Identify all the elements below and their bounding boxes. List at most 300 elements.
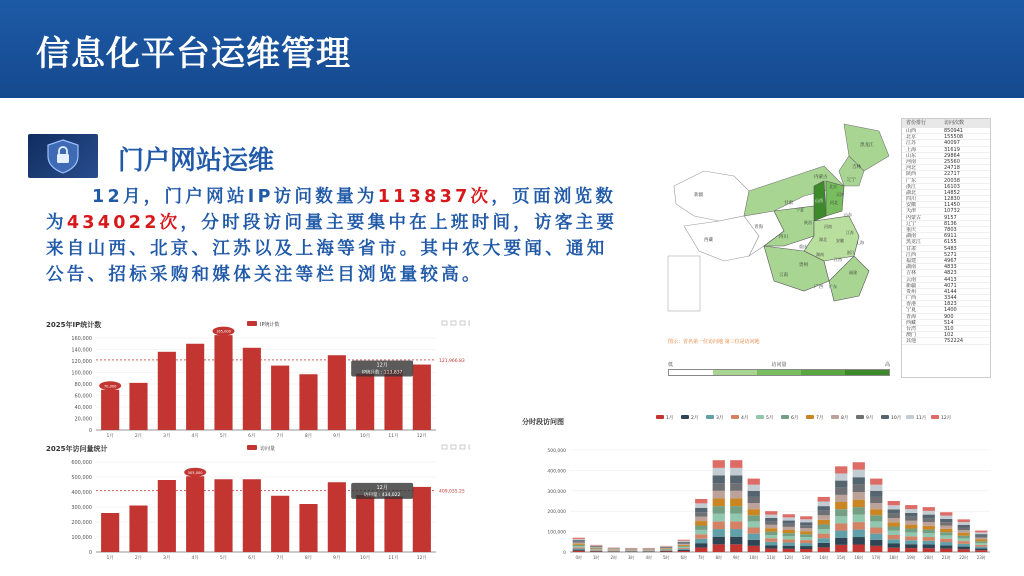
legend-label: IP统计数 (260, 322, 280, 328)
stacked-bar-segment (748, 546, 760, 552)
stacked-bar-segment (765, 542, 777, 545)
hourly-chart (516, 410, 996, 566)
legend-swatch (247, 445, 257, 450)
map-label: 福建 (849, 270, 857, 275)
stacked-bar-segment (853, 545, 865, 552)
table-cell-province: 陕西 (906, 171, 917, 177)
x-tick-label: 21时 (941, 555, 951, 560)
stacked-bar-segment (958, 525, 970, 528)
table-cell-count: 5483 (944, 245, 957, 251)
y-tick-label: 0 (88, 550, 92, 556)
legend-swatch (731, 415, 739, 419)
table-cell-province: 山西 (906, 128, 917, 134)
x-tick-label: 2月 (134, 434, 143, 439)
map-region (829, 256, 869, 301)
stacked-bar-segment (853, 485, 865, 492)
stacked-bar-segment (800, 522, 812, 525)
stacked-bar-segment (888, 501, 900, 505)
table-cell-province: 山东 (906, 152, 917, 158)
tooltip-value: IP统计数 : 113,837 (361, 370, 403, 376)
stacked-bar-segment (660, 547, 672, 548)
y-tick-label: 100,000 (71, 535, 92, 541)
stacked-bar-segment (765, 518, 777, 521)
stacked-bar-segment (818, 515, 830, 520)
stacked-bar-segment (695, 521, 707, 525)
province-rank-table (901, 118, 991, 378)
stacked-bar-segment (835, 473, 847, 480)
stacked-bar-segment (853, 507, 865, 514)
stacked-bar-segment (888, 531, 900, 535)
map-label: 江西 (834, 257, 842, 262)
x-tick-label: 8月 (304, 556, 313, 561)
x-tick-label: 3月 (163, 434, 171, 439)
stacked-bar-segment (748, 534, 760, 540)
stacked-bar-segment (958, 528, 970, 531)
stacked-bar-segment (800, 543, 812, 546)
table-body (902, 128, 990, 345)
pv-chart-title: 2025年访问量统计 (46, 445, 108, 453)
table-cell-count: 12830 (944, 196, 960, 202)
stacked-bar-segment (835, 502, 847, 509)
table-cell-count: 514 (944, 319, 954, 325)
stacked-bar-segment (573, 542, 585, 543)
x-tick-label: 6月 (248, 556, 256, 561)
stacked-bar-segment (783, 521, 795, 524)
map-label: 吉林 (852, 165, 861, 170)
stacked-bar-segment (783, 517, 795, 520)
stacked-bar-segment (695, 499, 707, 503)
map-region (684, 216, 759, 261)
map-label: 广西 (814, 285, 823, 290)
bar (356, 374, 374, 430)
legend-label: 7月 (816, 416, 824, 421)
legend-swatch (656, 415, 664, 419)
stacked-bar-segment (958, 549, 970, 552)
stacked-bar-segment (835, 516, 847, 523)
stacked-bar-segment (590, 551, 602, 552)
x-tick-label: 19时 (906, 555, 916, 560)
stacked-bar-segment (818, 547, 830, 552)
stacked-bar-segment (765, 535, 777, 538)
stacked-bar-segment (730, 460, 742, 468)
table-cell-count: 14852 (944, 189, 960, 196)
stacked-bar-segment (975, 547, 987, 549)
legend-swatch (881, 415, 889, 419)
y-tick-label: 500,000 (71, 475, 92, 481)
map-label: 广东 (829, 284, 837, 289)
stacked-bar-segment (975, 532, 987, 534)
table-cell-count: 3344 (944, 295, 957, 301)
map-note: 图示：省名第一位访问地 第三位是访问地 (668, 339, 760, 345)
stacked-bar-segment (923, 526, 935, 530)
table-cell-count: 31619 (944, 146, 960, 152)
stacked-bar-segment (678, 547, 690, 548)
stacked-bar-segment (678, 540, 690, 541)
legend-swatch (756, 415, 764, 419)
stacked-bar-segment (573, 550, 585, 551)
stacked-bar-segment (905, 540, 917, 544)
stacked-bar-segment (958, 533, 970, 536)
average-line-label: 409,035.25 (439, 489, 465, 495)
stacked-bar-segment (678, 541, 690, 542)
legend-label: 1月 (666, 416, 674, 421)
stacked-bar-segment (888, 510, 900, 514)
stacked-bar-segment (905, 509, 917, 513)
stacked-bar-segment (713, 498, 725, 506)
table-cell-count: 24718 (944, 165, 960, 171)
x-tick-label: 15时 (836, 555, 846, 560)
table-cell-province: 香港 (906, 301, 917, 307)
x-tick-label: 1月 (106, 434, 114, 439)
table-cell-count: 20038 (944, 177, 960, 183)
stacked-bar-segment (713, 460, 725, 468)
stacked-bar-segment (783, 539, 795, 542)
stacked-bar-segment (713, 476, 725, 484)
stacked-bar-segment (573, 539, 585, 540)
y-tick-label: 200,000 (547, 510, 566, 516)
stacked-bar-segment (783, 546, 795, 549)
stacked-bar-segment (923, 530, 935, 534)
toolbox-icon (460, 445, 465, 449)
y-tick-label: 600,000 (71, 460, 92, 466)
table-header-count: 访问次数 (944, 120, 965, 126)
stacked-bar-segment (853, 462, 865, 469)
stacked-bar-segment (923, 518, 935, 522)
x-tick-label: 10月 (360, 556, 371, 561)
stacked-bar-segment (818, 538, 830, 543)
table-cell-province: 河南 (906, 158, 917, 165)
table-cell-province: 天津 (906, 208, 917, 214)
stacked-bar-segment (660, 548, 672, 549)
stacked-bar-segment (678, 551, 690, 552)
stacked-bar-segment (975, 531, 987, 533)
stacked-bar-segment (888, 505, 900, 509)
stacked-bar-segment (958, 544, 970, 547)
x-tick-label: 7月 (276, 556, 284, 561)
stacked-bar-segment (975, 543, 987, 545)
x-tick-label: 1时 (592, 555, 600, 560)
stacked-bar-segment (888, 535, 900, 539)
ip-chart (42, 318, 470, 442)
x-tick-label: 22时 (959, 555, 969, 560)
map-label: 甘肃 (784, 201, 793, 206)
table-cell-province: 澳门 (906, 332, 917, 338)
stacked-bar-segment (748, 515, 760, 521)
table-cell-province: 广西 (906, 295, 917, 301)
x-tick-label: 5时 (662, 555, 670, 560)
stacked-bar-segment (695, 530, 707, 534)
map-label: 重庆 (799, 244, 807, 249)
y-tick-label: 200,000 (71, 520, 92, 526)
stacked-bar-segment (765, 549, 777, 552)
stacked-bar-segment (800, 537, 812, 540)
table-cell-count: 9157 (944, 214, 957, 220)
stacked-bar-segment (975, 534, 987, 536)
pv-count-highlight: 434022次 (66, 213, 181, 233)
stacked-bar-segment (783, 524, 795, 527)
stacked-bar-segment (660, 547, 672, 548)
south-sea-inset (668, 256, 700, 311)
stacked-bar-segment (870, 528, 882, 534)
stacked-bar-segment (888, 514, 900, 518)
table-cell-province: 江西 (906, 251, 917, 257)
x-tick-label: 6月 (248, 434, 256, 439)
stacked-bar-segment (940, 519, 952, 522)
stacked-bar-segment (888, 522, 900, 526)
stacked-bar-segment (783, 533, 795, 536)
stacked-bar-segment (573, 544, 585, 545)
legend-swatch (247, 321, 257, 326)
stacked-bar-segment (573, 547, 585, 548)
table-cell-count: 102 (944, 332, 954, 338)
stacked-bar-segment (783, 530, 795, 533)
stacked-bar-segment (800, 540, 812, 543)
map-label: 内蒙古 (814, 175, 828, 180)
bar (356, 495, 374, 552)
x-tick-label: 9时 (732, 555, 740, 560)
x-tick-label: 11月 (388, 434, 399, 439)
stacked-bar-segment (695, 503, 707, 507)
stacked-bar-segment (695, 525, 707, 529)
x-tick-label: 18时 (889, 555, 899, 560)
table-cell-province: 江苏 (906, 140, 917, 146)
stacked-bar-segment (748, 485, 760, 491)
table-cell-count: 6911 (944, 233, 957, 239)
stacked-bar-segment (818, 543, 830, 548)
stacked-bar-segment (958, 538, 970, 541)
x-tick-label: 4时 (645, 555, 653, 560)
table-row (902, 338, 990, 344)
stacked-bar-segment (958, 547, 970, 550)
legend-swatch (781, 415, 789, 419)
stacked-bar-segment (870, 515, 882, 521)
x-tick-label: 9月 (333, 556, 341, 561)
table-cell-count: 7803 (944, 227, 957, 233)
stacked-bar-segment (660, 549, 672, 550)
bar (186, 344, 204, 430)
stacked-bar-segment (888, 539, 900, 543)
table-cell-count: 10732 (944, 208, 960, 214)
stacked-bar-segment (923, 511, 935, 515)
stacked-bar-segment (730, 514, 742, 522)
table-cell-province: 贵州 (906, 288, 917, 295)
stacked-bar-segment (695, 534, 707, 538)
legend-low-label: 低 (668, 362, 674, 368)
stacked-bar-segment (765, 525, 777, 528)
stacked-bar-segment (695, 508, 707, 512)
stacked-bar-segment (713, 521, 725, 529)
toolbox-icon (442, 445, 447, 449)
map-label: 新疆 (694, 193, 703, 198)
stacked-bar-segment (940, 535, 952, 538)
bar (328, 355, 346, 430)
map-label: 云南 (779, 273, 788, 278)
stacked-bar-segment (923, 537, 935, 541)
y-tick-label: 0 (88, 428, 92, 434)
x-tick-label: 4月 (191, 434, 199, 439)
bar (384, 497, 402, 553)
y-tick-label: 500,000 (547, 449, 566, 454)
summary-paragraph (46, 184, 624, 288)
stacked-bar-segment (940, 549, 952, 552)
table-cell-province: 湖南 (906, 233, 917, 239)
map-label: 湖南 (816, 252, 824, 257)
stacked-bar-segment (765, 538, 777, 541)
stacked-bar-segment (853, 492, 865, 499)
legend-gradient-bar[interactable] (668, 369, 890, 376)
x-tick-label: 10月 (360, 434, 371, 439)
x-tick-label: 3月 (163, 556, 171, 561)
x-tick-label: 2时 (610, 555, 618, 560)
stacked-bar-segment (573, 551, 585, 552)
map-region (674, 171, 749, 221)
stacked-bar-segment (800, 549, 812, 552)
x-tick-label: 7月 (276, 434, 284, 439)
table-cell-count: 1400 (944, 307, 957, 313)
map-label: 辽宁 (847, 178, 856, 183)
stacked-bar-segment (940, 522, 952, 525)
stacked-bar-segment (713, 491, 725, 499)
stacked-bar-segment (783, 549, 795, 552)
stacked-bar-segment (660, 551, 672, 552)
table-cell-count: 4413 (944, 276, 957, 282)
bar (214, 335, 232, 430)
stacked-bar-segment (870, 479, 882, 485)
bar (101, 390, 119, 430)
y-tick-label: 400,000 (71, 490, 92, 496)
stacked-bar-segment (678, 542, 690, 543)
x-tick-label: 5月 (219, 556, 228, 561)
table-cell-count: 1823 (944, 301, 957, 307)
stacked-bar-segment (660, 550, 672, 551)
x-tick-label: 20时 (924, 555, 934, 560)
stacked-bar-segment (958, 541, 970, 544)
table-cell-count: 4071 (944, 282, 957, 288)
stacked-bar-segment (923, 507, 935, 511)
stacked-bar-segment (905, 521, 917, 525)
table-cell-count: 40097 (944, 140, 960, 146)
bar (101, 513, 119, 552)
table-cell-province: 吉林 (906, 270, 917, 276)
stacked-bar-segment (695, 539, 707, 543)
bar (271, 366, 289, 430)
hourly-chart-panel (516, 410, 996, 566)
table-cell-count: 4833 (944, 264, 957, 270)
stacked-bar-segment (748, 509, 760, 515)
stacked-bar-segment (678, 545, 690, 546)
stacked-bar-segment (835, 538, 847, 545)
stacked-bar-segment (958, 536, 970, 539)
legend-swatch (681, 415, 689, 419)
stacked-bar-segment (678, 549, 690, 550)
stacked-bar-segment (905, 544, 917, 548)
stacked-bar-segment (870, 485, 882, 491)
map-label: 河南 (824, 224, 832, 229)
table-cell-count: 11450 (944, 202, 960, 208)
section-title: 门户网站运维 (118, 146, 275, 176)
summary-text-3: ，分时段访问量主要集中在上班时间，访客主要来自山西、北京、江苏以及上海等省市。其中农大要闻、通知公告、招标采购和媒体关注等栏目浏览量较高。 (46, 213, 618, 285)
y-tick-label: 0 (563, 551, 566, 556)
ip-count-highlight: 113837次 (377, 187, 492, 207)
stacked-bar-segment (888, 548, 900, 552)
stacked-bar-segment (748, 479, 760, 485)
stacked-bar-segment (905, 536, 917, 540)
legend-swatch (831, 415, 839, 419)
stacked-bar-segment (853, 522, 865, 529)
table-cell-province: 福建 (906, 257, 917, 264)
x-tick-label: 23时 (976, 555, 986, 560)
tooltip-title: 12月 (376, 484, 388, 491)
table-cell-count: 6155 (944, 239, 957, 245)
table-cell-count: 850941 (944, 128, 964, 134)
stacked-bar-segment (835, 481, 847, 488)
stacked-bar-segment (765, 511, 777, 514)
stacked-bar-segment (905, 513, 917, 517)
legend-mid-label: 访问量 (771, 362, 787, 368)
stacked-bar-segment (800, 546, 812, 549)
stacked-bar-segment (748, 521, 760, 527)
table-cell-province: 安徽 (906, 202, 917, 208)
legend-swatch (906, 415, 914, 419)
x-tick-label: 11时 (766, 555, 776, 560)
stacked-bar-segment (923, 545, 935, 549)
bar (299, 374, 317, 430)
stacked-bar-segment (573, 546, 585, 547)
x-tick-label: 8时 (715, 555, 723, 560)
stacked-bar-segment (870, 521, 882, 527)
stacked-bar-segment (713, 514, 725, 522)
x-tick-label: 9月 (333, 434, 341, 439)
legend-label: 3月 (716, 416, 724, 421)
map-label: 山东 (844, 212, 852, 217)
stacked-bar-segment (678, 544, 690, 545)
map-label: 陕西 (804, 220, 812, 225)
stacked-bar-segment (730, 483, 742, 491)
bar (328, 482, 346, 552)
x-tick-label: 13时 (801, 555, 811, 560)
table-cell-province: 浙江 (906, 183, 917, 189)
map-label: 江苏 (846, 230, 854, 235)
stacked-bar-segment (853, 530, 865, 537)
x-tick-label: 6时 (680, 555, 688, 560)
stacked-bar-segment (590, 547, 602, 548)
stacked-bar-segment (765, 521, 777, 524)
stacked-bar-segment (748, 491, 760, 497)
x-tick-label: 17时 (871, 555, 881, 560)
table-cell-count: 752224 (944, 338, 964, 344)
stacked-bar-segment (660, 550, 672, 551)
stacked-bar-segment (590, 545, 602, 546)
map-label: 山西 (815, 198, 823, 203)
stacked-bar-segment (870, 509, 882, 515)
china-map (664, 116, 900, 316)
stacked-bar-segment (573, 541, 585, 542)
stacked-bar-segment (940, 532, 952, 535)
stacked-bar-segment (905, 505, 917, 509)
header-bar (0, 0, 1024, 98)
legend-label: 4月 (741, 416, 749, 421)
legend-swatch (931, 415, 939, 419)
y-tick-label: 20,000 (74, 416, 92, 423)
x-tick-label: 0时 (575, 555, 583, 560)
stacked-bar-segment (818, 506, 830, 511)
table-cell-count: 29864 (944, 152, 960, 158)
y-tick-label: 100,000 (547, 530, 566, 536)
stacked-bar-segment (958, 519, 970, 522)
bar (158, 352, 176, 430)
y-tick-label: 160,000 (71, 336, 92, 342)
stacked-bar-segment (730, 498, 742, 506)
